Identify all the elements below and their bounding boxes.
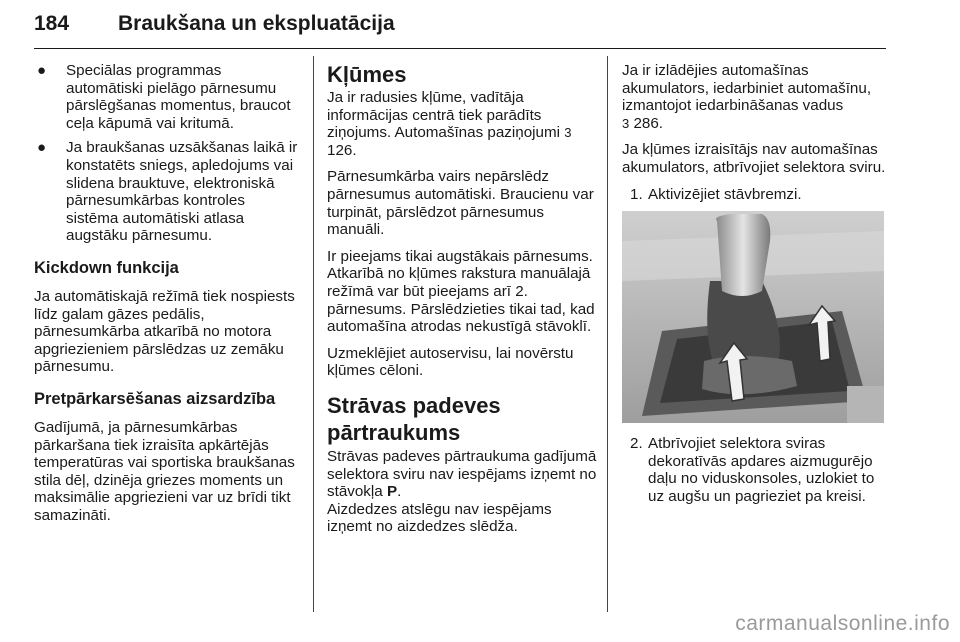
column-2 bbox=[327, 62, 599, 545]
power-paragraph: Strāvas padeves pārtraukuma gadījumā selektora sviru nav iespējams izņemt no stāvokļa P. Aizdedzes atslēgu nav iespējams izņemt no aizdedzes slēdža. bbox=[327, 447, 597, 536]
overrev-text: Gadījumā, ja pārnesumkārbas pārkaršana tiek izraisīta apkārtējās temperatūras vai sportiska braukšanas stila dēļ, dzinēja griezes moments un maksimālie apgriezieni var uz brīdi tikt samazināti. bbox=[34, 418, 295, 524]
bullet-icon: ● bbox=[37, 62, 47, 79]
power-heading: Strāvas padeves pārtraukums bbox=[327, 392, 501, 445]
faults-paragraph: Uzmeklējiet autoservisu, lai novērstu kļūmes cēloni. bbox=[327, 344, 574, 380]
watermark: carmanualsonline.info bbox=[735, 612, 950, 635]
step-1: 1. Aktivizējiet stāvbremzi. bbox=[630, 185, 802, 203]
page-header bbox=[34, 4, 886, 49]
gear-selector-photo bbox=[622, 211, 884, 423]
faults-paragraph: Ir pieejams tikai augstākais pārnesums. Atkarībā no kļūmes rakstura manuālajā režīmā var būt pieejams arī 2. pārnesums. Pārslēdzieties tikai tad, kad automašīna atrodas nekustīgā stāvoklī. bbox=[327, 247, 595, 336]
page-ref-arrow-icon: 3 bbox=[622, 115, 630, 131]
kickdown-text: Ja automātiskajā režīmā tiek nospiests līdz galam gāzes pedālis, pārnesumkārba atkarībā no motora apgriezieniem pārslēdzas uz zemāku pārnesumu. bbox=[34, 287, 295, 376]
step-2: 2. Atbrīvojiet selektora sviras dekoratīvās apdares aizmugurējo daļu no viduskonsoles, uzlokiet to uz augšu un pagrieziet pa kreisi. bbox=[630, 435, 875, 505]
column-divider bbox=[313, 56, 314, 612]
release-paragraph: Ja kļūmes izraisītājs nav automašīnas akumulators, atbrīvojiet selektora sviru. bbox=[622, 141, 886, 176]
page-ref[interactable]: 126. bbox=[327, 141, 357, 159]
overrev-heading: Pretpārkarsēšanas aizsardzība bbox=[34, 389, 276, 408]
battery-paragraph: Ja ir izlādējies automašīnas akumulators, iedarbiniet automašīnu, izmantojot iedarbināšanas vadus 3 286. bbox=[622, 62, 872, 132]
kickdown-heading: Kickdown funkcija bbox=[34, 258, 179, 277]
list-item: ● Ja braukšanas uzsākšanas laikā ir konstatēts sniegs, apledojums vai slidena brauktuve, elektroniskā pārnesumkārbas kontroles sistēma automātiski atlasa augstāku pārnesumu. bbox=[37, 139, 298, 245]
bullet-icon: ● bbox=[37, 139, 47, 157]
faults-heading: Kļūmes bbox=[327, 62, 407, 87]
page-number: 184 bbox=[34, 12, 70, 35]
column-divider bbox=[607, 56, 608, 612]
page-ref-arrow-icon: 3 bbox=[564, 125, 572, 141]
faults-paragraph: Ja ir radusies kļūme, vadītāja informācijas centrā tiek parādīts ziņojums. Automašīnas paziņojumi 3 126. bbox=[327, 89, 572, 159]
column-3 bbox=[622, 62, 892, 514]
column-1 bbox=[34, 62, 299, 533]
list-item: ● Speciālas programmas automātiski pielāgo pārnesumu pārslēgšanas momentus, braucot ceļa kāpumā vai kritumā. bbox=[37, 62, 291, 132]
faults-paragraph: Pārnesumkārba vairs nepārslēdz pārnesumus automātiski. Braucienu var turpināt, pārslēdzot pārnesumus manuāli. bbox=[327, 168, 594, 239]
page-ref[interactable]: 286. bbox=[633, 114, 664, 132]
page-title: Braukšana un ekspluatācija bbox=[118, 12, 395, 35]
